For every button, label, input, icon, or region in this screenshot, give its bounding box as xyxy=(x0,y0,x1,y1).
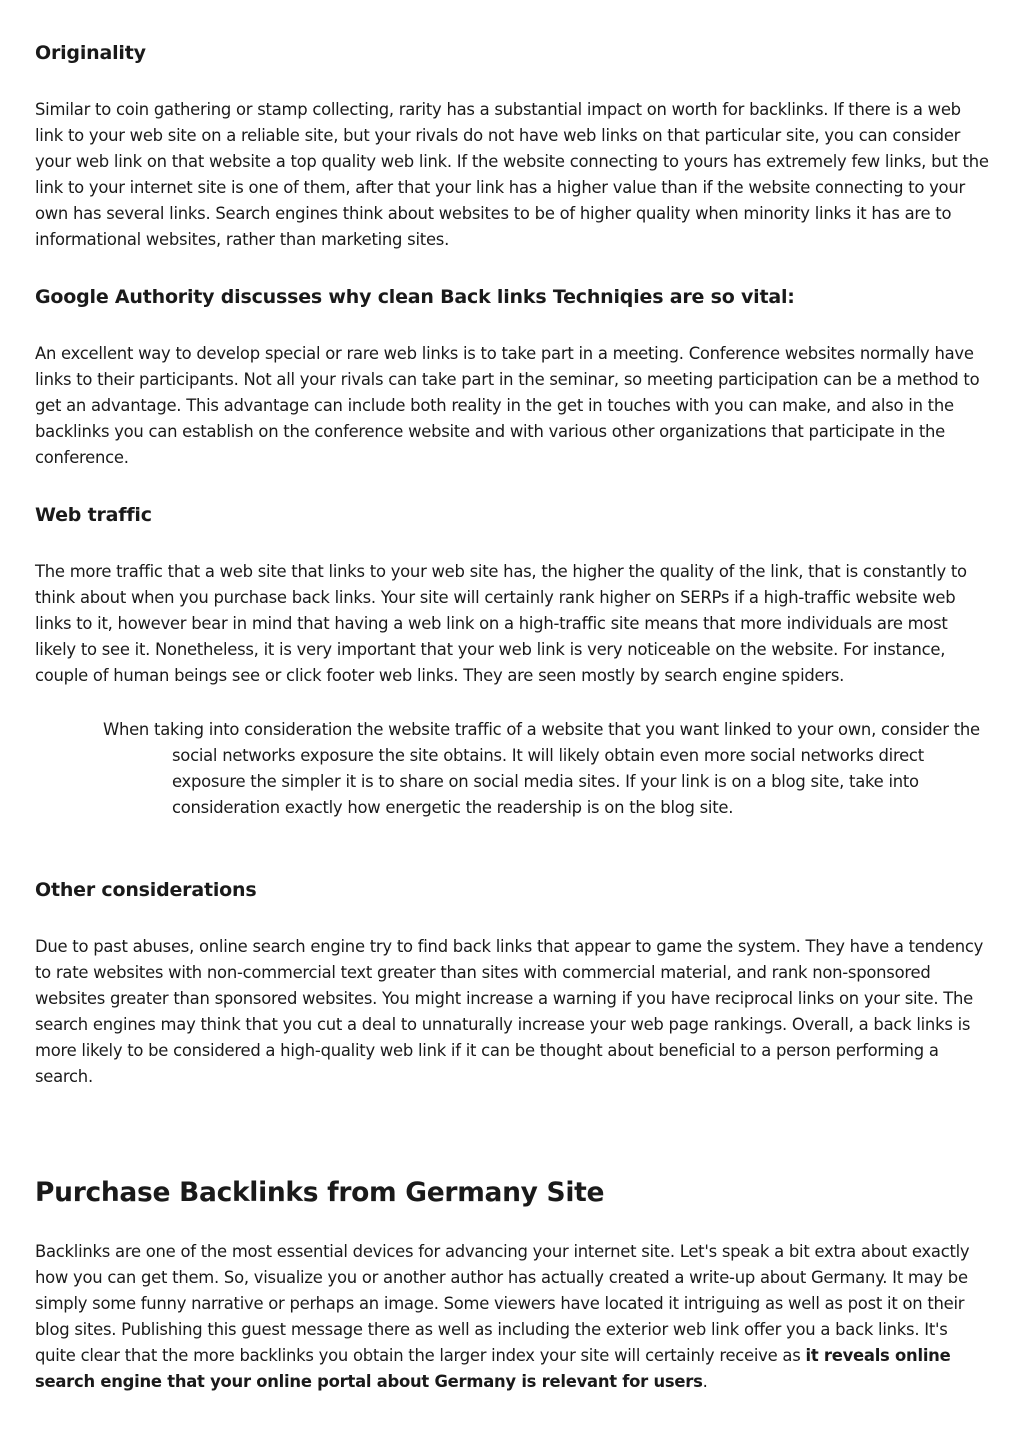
paragraph-other-considerations: Due to past abuses, online search engine try to find back links that appear to game the system. They have a tendency to rate websites with non-commercial text greater than sites with commercial material, and rank non-sponsored websites greater than sponsored websites. You might increase a warning if you have reciprocal links on your site. The search engines may think that you cut a deal to unnaturally increase your web page rankings. Overall, a back links is more likely to be considered a high-quality web link if it can be thought about beneficial to a person performing a search. xyxy=(35,937,984,1086)
purchase-tail-text: . xyxy=(702,1372,708,1391)
paragraph-web-traffic: The more traffic that a web site that links to your web site has, the higher the quality of the link, that is constantly to think about when you purchase back links. Your site will certainly rank higher on SERPs if a high-traffic website web links to it, however bear in mind that having a web link on a high-traffic site means that more individuals are most likely to see it. Nonetheless, it is very important that your web link is very noticeable on the website. For instance, couple of human beings see or click footer web links. They are seen mostly by search engine spiders. xyxy=(35,562,967,685)
paragraph-purchase-backlinks xyxy=(35,1239,991,1395)
heading-web-traffic: Web traffic xyxy=(35,504,152,526)
blockquote-web-traffic: When taking into consideration the website traffic of a website that you want linked to your own, consider the social networks exposure the site obtains. It will likely obtain even more social networks direct exposure the simpler it is to share on social media sites. If your link is on a blog site, take into consideration exactly how energetic the readership is on the blog site. xyxy=(103,720,980,817)
heading-originality: Originality xyxy=(35,42,146,64)
heading-google-authority: Google Authority discusses why clean Back links Techniqies are so vital: xyxy=(35,286,795,308)
heading-purchase-backlinks: Purchase Backlinks from Germany Site xyxy=(35,1177,605,1208)
paragraph-originality: Similar to coin gathering or stamp collecting, rarity has a substantial impact on worth for backlinks. If there is a web link to your web site on a reliable site, but your rivals do not have web links on that particular site, you can consider your web link on that website a top quality web link. If the website connecting to yours has extremely few links, but the link to your internet site is one of them, after that your link has a higher value than if the website connecting to your own has several links. Search engines think about websites to be of higher quality when minority links it has are to informational websites, rather than marketing sites. xyxy=(35,100,989,249)
purchase-bold-text: it reveals online search engine that your online portal about Germany is relevant for users xyxy=(35,1346,951,1391)
heading-other-considerations: Other considerations xyxy=(35,879,257,901)
paragraph-google-authority: An excellent way to develop special or rare web links is to take part in a meeting. Conference websites normally have links to their participants. Not all your rivals can take part in the seminar, so meeting participation can be a method to get an advantage. This advantage can include both reality in the get in touches with you can make, and also in the backlinks you can establish on the conference website and with various other organizations that participate in the conference. xyxy=(35,344,980,467)
purchase-body-text: Backlinks are one of the most essential devices for advancing your internet site. Let's speak a bit extra about exactly how you can get them. So, visualize you or another author has actually created a write-up about Germany. It may be simply some funny narrative or perhaps an image. Some viewers have located it intriguing as well as post it on their blog sites. Publishing this guest message there as well as including the exterior web link offer you a back links. It's quite clear that the more backlinks you obtain the larger index your site will certainly receive as xyxy=(35,1242,970,1365)
